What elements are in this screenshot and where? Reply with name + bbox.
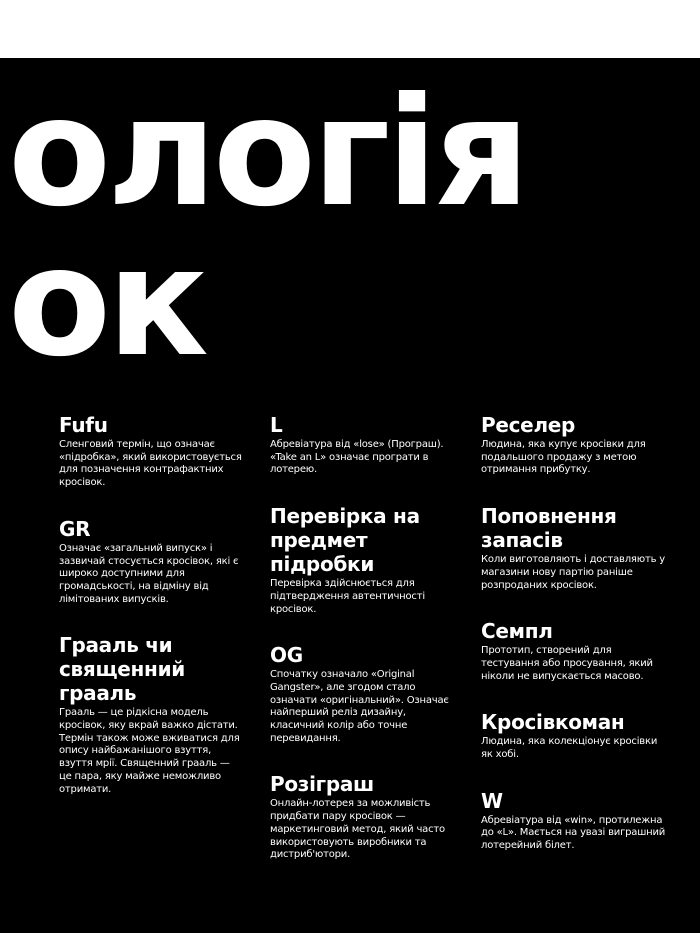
glossary-term: OG [270, 643, 303, 668]
glossary-term: Перевірка на предмет підробки [270, 504, 420, 577]
glossary-definition: Спочатку означало «Original Gangster», але згодом стало означати «оригінальний». Означає найперший реліз дизайну, класичний колір або точне перевидання. [270, 669, 449, 744]
glossary-definition: Абревіатура від «lose» (Програш). «Take an L» означає програти в лотерею. [270, 439, 444, 476]
glossary-definition: Людина, яка купує кросівки для подальшого продажу з метою отримання прибутку. [481, 439, 646, 476]
glossary-term: Розіграш [270, 772, 374, 797]
glossary-entry [481, 619, 666, 683]
glossary-entry [481, 413, 666, 477]
glossary-column-3 [481, 413, 666, 853]
glossary-entry [270, 413, 455, 477]
glossary-term: Грааль чи священний грааль [59, 633, 185, 706]
glossary-column-1 [59, 413, 244, 796]
glossary-definition: Означає «загальний випуск» і зазвичай стосується кросівок, які є широко доступними для громадськості, на відміну від лімітованих випусків. [59, 542, 239, 605]
glossary-entry [270, 643, 455, 745]
page-title-line-1: ологія [8, 66, 527, 240]
glossary-term: Семпл [481, 619, 553, 644]
glossary-definition: Коли виготовляють і доставляють у магазини нову партію раніше розпроданих кросівок. [481, 554, 665, 591]
glossary-definition: Прототип, створений для тестування або просування, який ніколи не випускається масово. [481, 645, 653, 682]
glossary-entry [481, 504, 666, 592]
glossary-entry [59, 517, 244, 607]
glossary-entry [59, 413, 244, 490]
glossary-definition: Перевірка здійснюється для підтвердження автентичності кросівок. [270, 578, 425, 615]
glossary-term: Кросівкоман [481, 710, 625, 735]
glossary-definition: Онлайн-лотерея за можливість придбати пару кросівок — маркетинговий метод, який часто використовують виробники та дистриб'ютори. [270, 798, 445, 861]
top-white-bar [0, 0, 700, 58]
glossary-entry [481, 789, 666, 853]
glossary-entry [270, 772, 455, 862]
glossary-term: Поповнення запасів [481, 504, 617, 553]
glossary-column-2 [270, 413, 455, 862]
glossary-term: W [481, 788, 503, 813]
glossary-definition: Людина, яка колекціонує кросівки як хобі. [481, 736, 658, 761]
glossary-definition: Грааль — це рідкісна модель кросівок, яку вкрай важко дістати. Термін також може вживатися для опису найбажанішого взуття, взуття мрії. Священний грааль — це пара, яку майже неможливо отримати. [59, 707, 240, 795]
glossary-definition: Сленговий термін, що означає «підробка», який використовується для позначення контрафактних кросівок. [59, 439, 242, 489]
glossary-term: Реселер [481, 413, 576, 437]
glossary-definition: Абревіатура від «win», протилежна до «L». Мається на увазі виграшний лотерейний білет. [481, 814, 666, 852]
glossary-term: L [270, 413, 283, 437]
glossary-entry [481, 710, 666, 761]
glossary-term: GR [59, 516, 91, 541]
glossary-entry [59, 633, 244, 796]
glossary-entry [270, 504, 455, 616]
glossary-term: Fufu [59, 413, 108, 437]
page-title-line-2: ок [8, 216, 205, 390]
